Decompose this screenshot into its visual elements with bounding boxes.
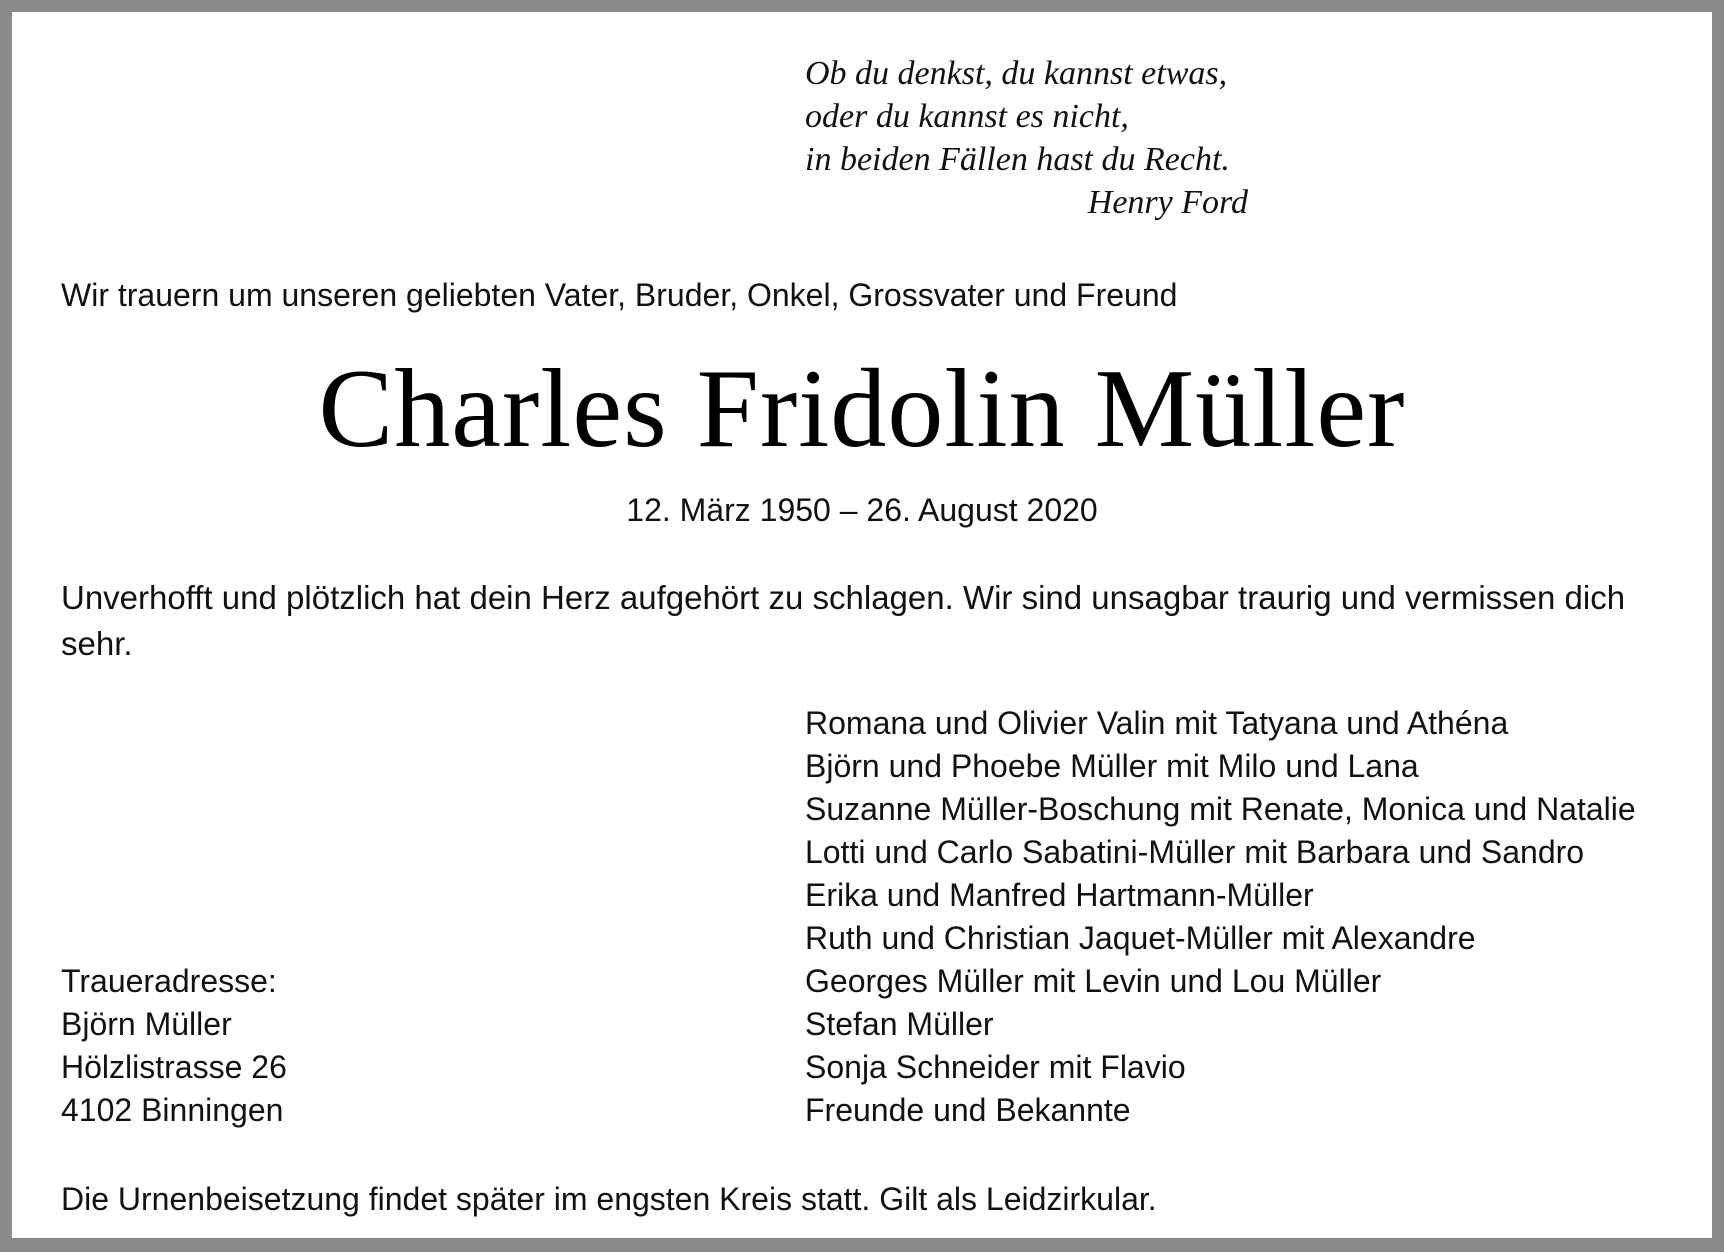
mourner-entry: Romana und Olivier Valin mit Tatyana und Athéna (805, 705, 1509, 741)
address-street: Hölzlistrasse 26 (61, 1049, 287, 1085)
address-label: Traueradresse: (61, 963, 277, 999)
condolence-message: Unverhofft und plötzlich hat dein Herz aufgehört zu schlagen. Wir sind unsagbar traurig und vermissen dich sehr. (61, 579, 1626, 662)
mourners-list (805, 702, 1636, 1132)
quote-author: Henry Ford (1087, 184, 1248, 221)
quote-block (805, 52, 1265, 224)
quote-line: in beiden Fällen hast du Recht. (805, 141, 1230, 178)
mourner-entry: Erika und Manfred Hartmann-Müller (805, 877, 1314, 913)
mourner-entry: Georges Müller mit Levin und Lou Müller (805, 963, 1382, 999)
quote-line: Ob du denkst, du kannst etwas, (805, 55, 1228, 92)
burial-note: Die Urnenbeisetzung findet später im engsten Kreis statt. Gilt als Leidzirkular. (61, 1181, 1157, 1217)
address-name: Björn Müller (61, 1006, 232, 1042)
life-dates: 12. März 1950 – 26. August 2020 (626, 492, 1098, 528)
deceased-name: Charles Fridolin Müller (318, 347, 1406, 471)
mourner-entry: Björn und Phoebe Müller mit Milo und Lana (805, 748, 1419, 784)
mourner-entry: Sonja Schneider mit Flavio (805, 1049, 1186, 1085)
mourner-entry: Freunde und Bekannte (805, 1092, 1131, 1128)
mourning-address (61, 960, 287, 1132)
obituary-notice (12, 12, 1712, 1238)
mourner-entry: Stefan Müller (805, 1006, 994, 1042)
mourner-entry: Suzanne Müller-Boschung mit Renate, Monica und Natalie (805, 791, 1636, 827)
mourner-entry: Lotti und Carlo Sabatini-Müller mit Barbara und Sandro (805, 834, 1585, 870)
intro-text: Wir trauern um unseren geliebten Vater, Bruder, Onkel, Grossvater und Freund (61, 277, 1178, 313)
address-city: 4102 Binningen (61, 1092, 284, 1128)
mourner-entry: Ruth und Christian Jaquet-Müller mit Alexandre (805, 920, 1476, 956)
quote-line: oder du kannst es nicht, (805, 98, 1129, 135)
